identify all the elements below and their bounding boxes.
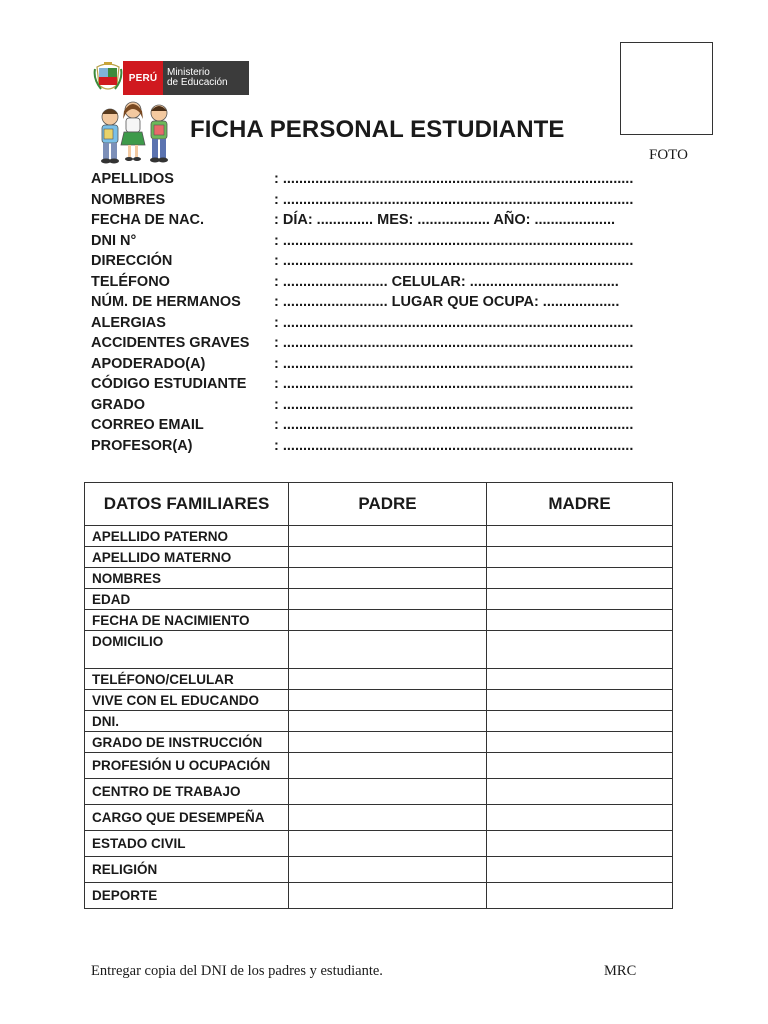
table-row (85, 779, 673, 805)
header-datos-familiares: DATOS FAMILIARES (85, 483, 289, 526)
field-num-hermanos (91, 294, 651, 313)
madre-cell[interactable] (487, 831, 673, 857)
field-label: APODERADO(A) (91, 355, 206, 372)
field-profesor (91, 438, 651, 457)
field-label: APELLIDOS (91, 171, 174, 187)
field-value: : ....................................................................................... (274, 171, 634, 187)
row-label: EDAD (85, 589, 289, 610)
table-row (85, 883, 673, 909)
row-label: NOMBRES (85, 568, 289, 589)
field-label: PROFESOR(A) (91, 437, 193, 454)
row-label: DEPORTE (85, 883, 289, 909)
field-label: ACCIDENTES GRAVES (91, 335, 250, 351)
field-value: : ....................................................................................... (274, 314, 634, 331)
padre-cell[interactable] (289, 883, 487, 909)
padre-cell[interactable] (289, 669, 487, 690)
madre-cell[interactable] (487, 547, 673, 568)
field-dni (91, 233, 651, 252)
field-value: : DÍA: .............. MES: .................. AÑO: .................... (274, 212, 616, 228)
row-label: DNI. (85, 711, 289, 732)
table-row (85, 568, 673, 589)
table-row (85, 526, 673, 547)
row-label: PROFESIÓN U OCUPACIÓN (85, 753, 289, 779)
madre-cell[interactable] (487, 753, 673, 779)
padre-cell[interactable] (289, 631, 487, 669)
header-madre: MADRE (487, 483, 673, 526)
field-codigo (91, 376, 651, 395)
table-row (85, 711, 673, 732)
logo-ministry-line1: Ministerio (167, 67, 210, 78)
field-label: CÓDIGO ESTUDIANTE (91, 376, 247, 392)
family-data-table (84, 482, 673, 909)
field-apoderado (91, 356, 651, 375)
photo-label: FOTO (649, 147, 688, 163)
row-label: APELLIDO PATERNO (85, 526, 289, 547)
field-nombres (91, 192, 651, 211)
field-direccion (91, 253, 651, 272)
field-label: DIRECCIÓN (91, 253, 173, 269)
field-value: : ....................................................................................... (274, 437, 634, 454)
row-label: GRADO DE INSTRUCCIÓN (85, 732, 289, 753)
madre-cell[interactable] (487, 732, 673, 753)
row-label: TELÉFONO/CELULAR (85, 669, 289, 690)
field-label: FECHA DE NAC. (91, 212, 205, 228)
madre-cell[interactable] (487, 526, 673, 547)
table-row (85, 589, 673, 610)
table-row (85, 753, 673, 779)
minedu-logo (93, 61, 249, 95)
madre-cell[interactable] (487, 631, 673, 669)
table-header-row (85, 483, 673, 526)
padre-cell[interactable] (289, 779, 487, 805)
field-label: NÚM. DE HERMANOS (91, 294, 241, 310)
field-grado (91, 397, 651, 416)
padre-cell[interactable] (289, 753, 487, 779)
table-row (85, 669, 673, 690)
madre-cell[interactable] (487, 669, 673, 690)
padre-cell[interactable] (289, 610, 487, 631)
padre-cell[interactable] (289, 857, 487, 883)
padre-cell[interactable] (289, 711, 487, 732)
madre-cell[interactable] (487, 589, 673, 610)
row-label: ESTADO CIVIL (85, 831, 289, 857)
madre-cell[interactable] (487, 610, 673, 631)
padre-cell[interactable] (289, 547, 487, 568)
footer-note: Entregar copia del DNI de los padres y estudiante. (91, 963, 383, 979)
field-value: : ....................................................................................... (274, 376, 634, 392)
field-value: : ....................................................................................... (274, 335, 634, 351)
field-value: : ....................................................................................... (274, 232, 634, 249)
header-padre: PADRE (289, 483, 487, 526)
field-label: CORREO EMAIL (91, 417, 204, 433)
field-fecha-nac (91, 212, 651, 231)
field-accidentes (91, 335, 651, 354)
field-correo (91, 417, 651, 436)
table-row (85, 690, 673, 711)
madre-cell[interactable] (487, 805, 673, 831)
field-alergias (91, 315, 651, 334)
madre-cell[interactable] (487, 711, 673, 732)
row-label: CENTRO DE TRABAJO (85, 779, 289, 805)
padre-cell[interactable] (289, 526, 487, 547)
field-value: : ....................................................................................... (274, 253, 634, 269)
photo-box (620, 42, 713, 135)
field-label: DNI N° (91, 232, 137, 249)
table-row (85, 631, 673, 669)
padre-cell[interactable] (289, 568, 487, 589)
field-value: : ....................................................................................... (274, 396, 634, 413)
field-value: : ....................................................................................... (274, 355, 634, 372)
table-row (85, 831, 673, 857)
field-label: GRADO (91, 396, 145, 413)
row-label: FECHA DE NACIMIENTO (85, 610, 289, 631)
padre-cell[interactable] (289, 732, 487, 753)
madre-cell[interactable] (487, 883, 673, 909)
row-label: DOMICILIO (85, 631, 289, 669)
madre-cell[interactable] (487, 568, 673, 589)
padre-cell[interactable] (289, 690, 487, 711)
row-label: CARGO QUE DESEMPEÑA (85, 805, 289, 831)
page-title: FICHA PERSONAL ESTUDIANTE (190, 116, 565, 143)
table-row (85, 805, 673, 831)
table-row (85, 732, 673, 753)
table-row (85, 547, 673, 568)
field-label: ALERGIAS (91, 314, 166, 331)
logo-ministry (163, 61, 249, 95)
field-value: : ....................................................................................... (274, 191, 634, 208)
madre-cell[interactable] (487, 690, 673, 711)
students-illustration (97, 99, 175, 167)
field-label: TELÉFONO (91, 273, 170, 290)
logo-country: PERÚ (123, 61, 163, 95)
madre-cell[interactable] (487, 857, 673, 883)
padre-cell[interactable] (289, 805, 487, 831)
field-telefono (91, 274, 651, 293)
row-label: RELIGIÓN (85, 857, 289, 883)
table-row (85, 857, 673, 883)
footer-initials: MRC (604, 963, 637, 979)
field-value: : .......................... LUGAR QUE OCUPA: ................... (274, 294, 620, 310)
peru-coat-of-arms-icon (93, 61, 123, 95)
field-apellidos (91, 171, 651, 190)
row-label: APELLIDO MATERNO (85, 547, 289, 568)
field-value: : .......................... CELULAR: ..................................... (274, 273, 619, 290)
field-value: : ....................................................................................... (274, 417, 634, 433)
padre-cell[interactable] (289, 589, 487, 610)
row-label: VIVE CON EL EDUCANDO (85, 690, 289, 711)
table-row (85, 610, 673, 631)
logo-ministry-line2: de Educación (167, 77, 228, 88)
field-label: NOMBRES (91, 191, 166, 208)
padre-cell[interactable] (289, 831, 487, 857)
madre-cell[interactable] (487, 779, 673, 805)
